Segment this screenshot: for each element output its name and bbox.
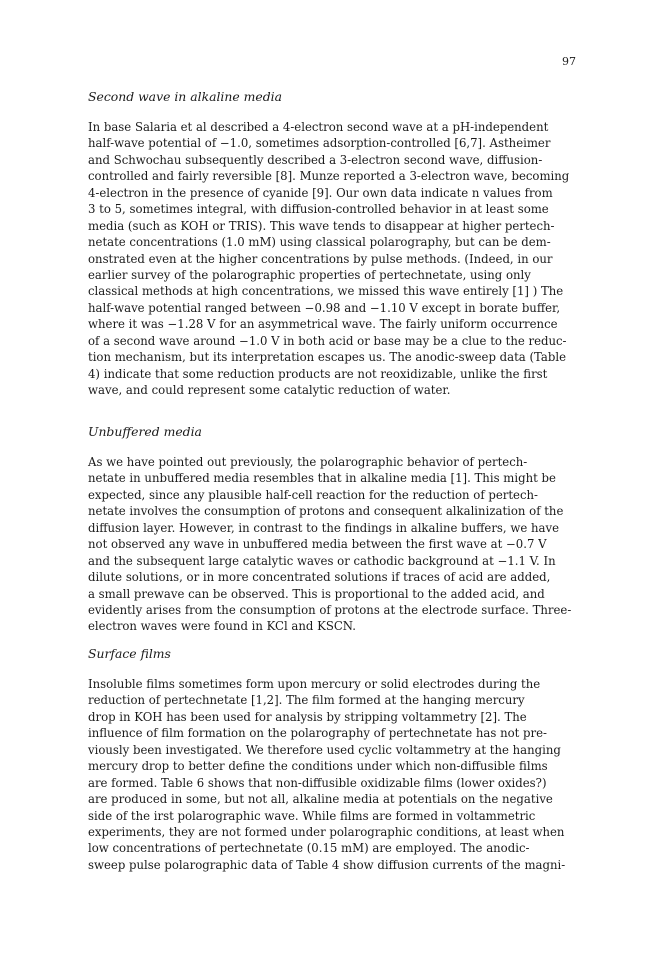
text-line: drop in KOH has been used for analysis by stripping voltammetry [2]. The xyxy=(88,709,527,724)
text-line: 3 to 5, sometimes integral, with diffusion-controlled behavior in at least some xyxy=(88,202,549,217)
text-line: As we have pointed out previously, the polarographic behavior of pertech- xyxy=(88,455,528,469)
text-line: In base Salaria et al described a 4-electron second wave at a pH-independent xyxy=(88,120,549,134)
text-line: 4) indicate that some reduction products are not reoxidizable, unlike the first xyxy=(88,366,548,381)
section-heading-surface-films: Surface films xyxy=(88,646,171,661)
section-heading-alkaline: Second wave in alkaline media xyxy=(88,89,283,104)
text-line: controlled and fairly reversible [8]. Munze reported a 3-electron wave, becoming xyxy=(88,169,570,184)
text-line: netate in unbuffered media resembles that in alkaline media [1]. This might be xyxy=(88,471,556,486)
text-line: diffusion layer. However, in contrast to the findings in alkaline buffers, we have xyxy=(88,520,560,535)
text-line: tion mechanism, but its interpretation escapes us. The anodic-sweep data (Table xyxy=(88,350,567,365)
text-line: wave, and could represent some catalytic reduction of water. xyxy=(88,383,451,397)
page-number: 97 xyxy=(562,55,576,68)
text-line: experiments, they are not formed under polarographic conditions, at least when xyxy=(88,824,565,839)
text-line: expected, since any plausible half-cell reaction for the reduction of pertech- xyxy=(88,487,538,502)
text-line: onstrated even at the higher concentrations by pulse methods. (Indeed, in our xyxy=(88,251,553,266)
text-line: evidently arises from the consumption of protons at the electrode surface. Three- xyxy=(88,602,572,617)
text-line: and Schwochau subsequently described a 3-electron second wave, diffusion- xyxy=(88,152,543,167)
text-line: viously been investigated. We therefore used cyclic voltammetry at the hanging xyxy=(88,742,561,757)
text-line: Insoluble films sometimes form upon mercury or solid electrodes during the xyxy=(88,677,541,691)
paragraph-alkaline xyxy=(88,119,584,398)
text-line: are produced in some, but not all, alkaline media at potentials on the negative xyxy=(88,792,553,807)
paragraph-surface-films xyxy=(88,676,584,873)
text-line: a small prewave can be observed. This is proportional to the added acid, and xyxy=(88,586,545,601)
text-line: sweep pulse polarographic data of Table 4 show diffusion currents of the magni- xyxy=(88,857,566,872)
text-line: 4-electron in the presence of cyanide [9]. Our own data indicate n values from xyxy=(88,185,553,200)
text-line: reduction of pertechnetate [1,2]. The film formed at the hanging mercury xyxy=(88,693,525,708)
text-line: half-wave potential ranged between −0.98 and −1.10 V except in borate buffer, xyxy=(88,300,561,315)
text-line: netate concentrations (1.0 mM) using classical polarography, but can be dem- xyxy=(88,235,551,250)
text-line: classical methods at high concentrations, we missed this wave entirely [1] ) The xyxy=(88,284,564,299)
text-line: low concentrations of pertechnetate (0.15 mM) are employed. The anodic- xyxy=(88,841,530,856)
text-line: are formed. Table 6 shows that non-diffusible oxidizable films (lower oxides?) xyxy=(88,775,547,790)
text-line: earlier survey of the polarographic properties of pertechnetate, using only xyxy=(88,267,531,282)
text-line: netate involves the consumption of protons and consequent alkalinization of the xyxy=(88,504,564,519)
paragraph-unbuffered xyxy=(88,454,584,635)
text-line: and the subsequent large catalytic waves or cathodic background at −1.1 V. In xyxy=(88,553,556,568)
text-line: of a second wave around −1.0 V in both acid or base may be a clue to the reduc- xyxy=(88,333,567,348)
text-line: influence of film formation on the polarography of pertechnetate has not pre- xyxy=(88,726,547,741)
text-line: not observed any wave in unbuffered media between the first wave at −0.7 V xyxy=(88,537,547,552)
text-line: half-wave potential of −1.0, sometimes adsorption-controlled [6,7]. Astheimer xyxy=(88,136,551,151)
text-line: side of the irst polarographic wave. While films are formed in voltammetric xyxy=(88,808,536,823)
text-line: media (such as KOH or TRIS). This wave tends to disappear at higher pertech- xyxy=(88,218,555,233)
text-line: where it was −1.28 V for an asymmetrical wave. The fairly uniform occurrence xyxy=(88,317,558,332)
text-line: dilute solutions, or in more concentrated solutions if traces of acid are added, xyxy=(88,570,551,585)
section-heading-unbuffered: Unbuffered media xyxy=(88,424,202,439)
text-line: mercury drop to better define the conditions under which non-diffusible films xyxy=(88,759,548,774)
text-line: electron waves were found in KCl and KSCN. xyxy=(88,619,356,634)
